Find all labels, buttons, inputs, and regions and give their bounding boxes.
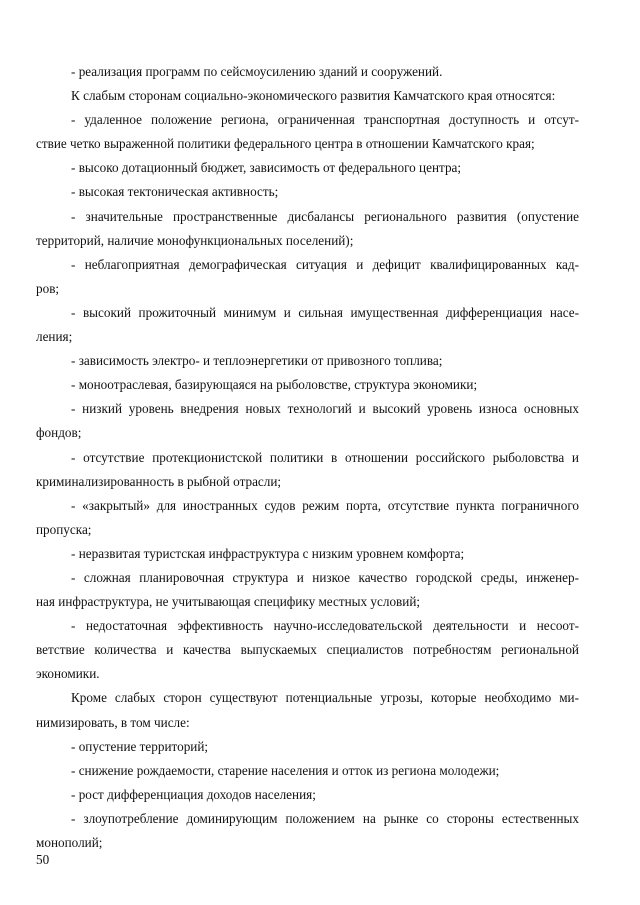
text-line: Кроме слабых сторон существуют потенциальные угрозы, которые необходимо ми- [71, 690, 579, 706]
text-line: территорий, наличие монофункциональных поселений); [36, 232, 354, 248]
paragraph [36, 735, 579, 759]
paragraph [36, 253, 579, 301]
text-line: - неразвитая туристская инфраструктура с низким уровнем комфорта; [71, 545, 465, 561]
paragraph [36, 759, 579, 783]
text-line: - значительные пространственные дисбалансы регионального развития (опустение [71, 208, 579, 224]
text-line: - снижение рождаемости, старение населения и отток из региона молодежи; [71, 762, 500, 778]
paragraph [36, 373, 579, 397]
text-line: - высокая тектоническая активность; [71, 184, 279, 200]
text-line: - неблагоприятная демографическая ситуация и дефицит квалифицированных кад- [71, 256, 579, 272]
paragraph [36, 614, 579, 686]
text-line: - недостаточная эффективность научно-исследовательской деятельности и несоот- [71, 618, 579, 634]
text-line: - реализация программ по сейсмоусилению зданий и сооружений. [71, 64, 443, 79]
text-line: - отсутствие протекционистской политики в отношении российского рыболовства и [71, 449, 579, 465]
text-line: - удаленное положение региона, ограниченная транспортная доступность и отсут- [71, 112, 579, 128]
paragraph [36, 494, 579, 542]
text-line: К слабым сторонам социально-экономического развития Камчатского края относятся: [71, 88, 556, 104]
paragraph [36, 686, 579, 734]
text-line: - рост дифференциация доходов населения; [71, 786, 316, 802]
text-line: ная инфраструктура, не учитывающая специфику местных условий; [36, 594, 421, 610]
paragraph [36, 60, 579, 84]
paragraph [36, 349, 579, 373]
text-line: - высоко дотационный бюджет, зависимость от федерального центра; [71, 160, 462, 176]
paragraph [36, 446, 579, 494]
text-line: - сложная планировочная структура и низкое качество городской среды, инженер- [71, 569, 579, 585]
paragraph [36, 180, 579, 204]
paragraph [36, 205, 579, 253]
text-line: монополий; [36, 835, 103, 850]
text-line: - высокий прожиточный минимум и сильная имущественная дифференциация насе- [71, 304, 579, 320]
text-line: - низкий уровень внедрения новых технологий и высокий уровень износа основных [71, 401, 579, 417]
paragraph [36, 84, 579, 108]
text-line: - злоупотребление доминирующим положением на рынке со стороны естественных [71, 810, 579, 826]
paragraph [36, 397, 579, 445]
text-line: - моноотраслевая, базирующаяся на рыболовстве, структура экономики; [71, 377, 478, 393]
text-line: - опустение территорий; [71, 738, 209, 754]
text-line: криминализированность в рыбной отрасли; [36, 473, 282, 489]
text-line: фондов; [36, 425, 82, 441]
text-line: пропуска; [36, 521, 92, 537]
text-line: ров; [36, 280, 60, 296]
text-line: ветствие количества и качества выпускаемых специалистов потребностям региональной [36, 642, 579, 658]
paragraph [36, 542, 579, 566]
paragraph [36, 783, 579, 807]
text-line: экономики. [36, 666, 100, 682]
paragraph [36, 108, 579, 156]
paragraph [36, 156, 579, 180]
paragraph [36, 566, 579, 614]
paragraph [36, 301, 579, 349]
page-number: 50 [36, 852, 50, 867]
text-line: нимизировать, в том числе: [36, 714, 190, 730]
paragraph [36, 807, 579, 855]
page-body-text [36, 60, 579, 855]
text-line: ствие четко выраженной политики федерального центра в отношении Камчатского края; [36, 136, 535, 152]
text-line: ления; [36, 329, 73, 345]
text-line: - «закрытый» для иностранных судов режим порта, отсутствие пункта пограничного [71, 497, 579, 513]
text-line: - зависимость электро- и теплоэнергетики от привозного топлива; [71, 353, 443, 369]
